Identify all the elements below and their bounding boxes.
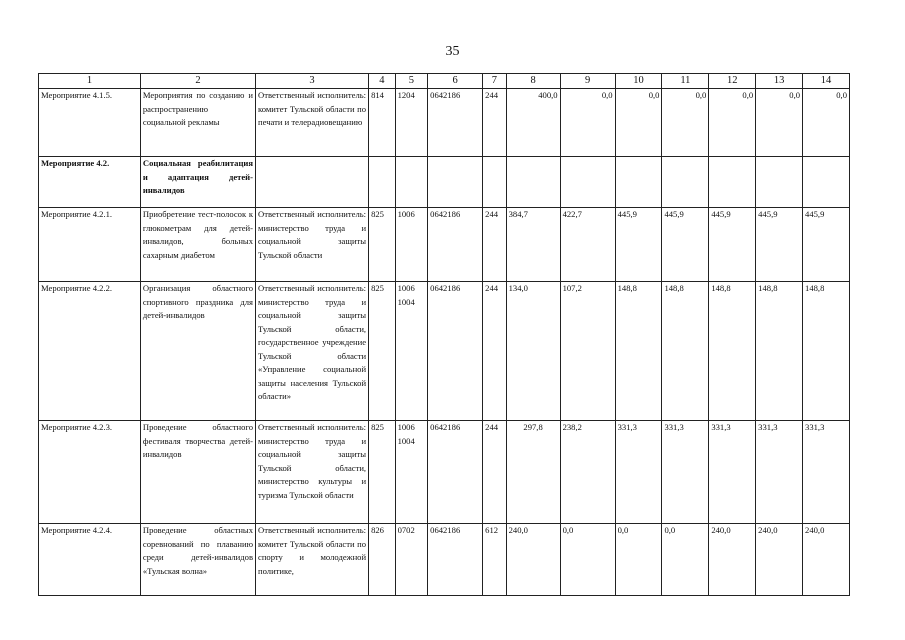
rzpr-code bbox=[395, 157, 428, 208]
header-cell-11: 11 bbox=[662, 74, 709, 89]
value-col-11: 148,8 bbox=[662, 282, 709, 421]
value-col-8: 297,8 bbox=[506, 421, 560, 524]
csr-code: 0642186 bbox=[428, 89, 483, 157]
page-number: 35 bbox=[445, 44, 460, 59]
value-col-9: 107,2 bbox=[560, 282, 615, 421]
vr-code: 612 bbox=[483, 524, 506, 596]
measure-name: Мероприятие 4.2.4. bbox=[39, 524, 141, 596]
value-col-10: 0,0 bbox=[615, 524, 662, 596]
table-row bbox=[39, 524, 850, 596]
value-col-13: 148,8 bbox=[756, 282, 803, 421]
header-cell-5: 5 bbox=[395, 74, 428, 89]
value-col-11: 331,3 bbox=[662, 421, 709, 524]
measure-description: Приобретение тест-полосок к глюкометрам для детей-инвалидов, больных сахарным диабетом bbox=[140, 208, 255, 282]
grbs-code: 825 bbox=[369, 421, 395, 524]
header-cell-2: 2 bbox=[140, 74, 255, 89]
value-col-14: 148,8 bbox=[803, 282, 850, 421]
value-col-13: 445,9 bbox=[756, 208, 803, 282]
value-col-10: 0,0 bbox=[615, 89, 662, 157]
measure-executor bbox=[256, 157, 369, 208]
rzpr-code: 1006 1004 bbox=[395, 282, 428, 421]
vr-code bbox=[483, 157, 506, 208]
csr-code: 0642186 bbox=[428, 421, 483, 524]
value-col-9: 0,0 bbox=[560, 89, 615, 157]
value-col-13: 0,0 bbox=[756, 89, 803, 157]
measure-executor: Ответственный исполнитель: министерство труда и социальной защиты Тульской области bbox=[256, 208, 369, 282]
vr-code: 244 bbox=[483, 208, 506, 282]
table-row bbox=[39, 421, 850, 524]
header-cell-10: 10 bbox=[615, 74, 662, 89]
header-cell-4: 4 bbox=[369, 74, 395, 89]
value-col-14: 0,0 bbox=[803, 89, 850, 157]
value-col-10: 148,8 bbox=[615, 282, 662, 421]
header-cell-8: 8 bbox=[506, 74, 560, 89]
rzpr-code: 1006 1004 bbox=[395, 421, 428, 524]
measure-executor: Ответственный исполнитель: министерство труда и социальной защиты Тульской области, министерство культуры и туризма Тульской области bbox=[256, 421, 369, 524]
program-table bbox=[38, 73, 850, 596]
measure-description: Организация областного спортивного праздника для детей-инвалидов bbox=[140, 282, 255, 421]
value-col-9: 422,7 bbox=[560, 208, 615, 282]
header-cell-7: 7 bbox=[483, 74, 506, 89]
header-cell-13: 13 bbox=[756, 74, 803, 89]
vr-code: 244 bbox=[483, 89, 506, 157]
value-col-12 bbox=[709, 157, 756, 208]
header-cell-1: 1 bbox=[39, 74, 141, 89]
value-col-11: 0,0 bbox=[662, 89, 709, 157]
grbs-code: 814 bbox=[369, 89, 395, 157]
value-col-12: 331,3 bbox=[709, 421, 756, 524]
value-col-11: 445,9 bbox=[662, 208, 709, 282]
value-col-14: 240,0 bbox=[803, 524, 850, 596]
measure-description: Проведение областного фестиваля творчества детей-инвалидов bbox=[140, 421, 255, 524]
value-col-14 bbox=[803, 157, 850, 208]
csr-code: 0642186 bbox=[428, 282, 483, 421]
value-col-12: 240,0 bbox=[709, 524, 756, 596]
value-col-13 bbox=[756, 157, 803, 208]
measure-name: Мероприятие 4.2.1. bbox=[39, 208, 141, 282]
value-col-12: 445,9 bbox=[709, 208, 756, 282]
rzpr-code: 0702 bbox=[395, 524, 428, 596]
table-row bbox=[39, 282, 850, 421]
vr-code: 244 bbox=[483, 421, 506, 524]
grbs-code: 826 bbox=[369, 524, 395, 596]
header-cell-6: 6 bbox=[428, 74, 483, 89]
value-col-12: 0,0 bbox=[709, 89, 756, 157]
measure-executor: Ответственный исполнитель: комитет Тульской области по спорту и молодежной политике, bbox=[256, 524, 369, 596]
measure-description: Проведение областных соревнований по плаванию среди детей-инвалидов «Тульская волна» bbox=[140, 524, 255, 596]
value-col-9: 238,2 bbox=[560, 421, 615, 524]
csr-code: 0642186 bbox=[428, 208, 483, 282]
value-col-8: 134,0 bbox=[506, 282, 560, 421]
table-row bbox=[39, 208, 850, 282]
grbs-code: 825 bbox=[369, 282, 395, 421]
measure-description: Мероприятия по созданию и распространению социальной рекламы bbox=[140, 89, 255, 157]
value-col-8: 240,0 bbox=[506, 524, 560, 596]
value-col-13: 240,0 bbox=[756, 524, 803, 596]
value-col-13: 331,3 bbox=[756, 421, 803, 524]
value-col-11 bbox=[662, 157, 709, 208]
value-col-14: 445,9 bbox=[803, 208, 850, 282]
measure-name: Мероприятие 4.2.2. bbox=[39, 282, 141, 421]
grbs-code bbox=[369, 157, 395, 208]
csr-code bbox=[428, 157, 483, 208]
value-col-12: 148,8 bbox=[709, 282, 756, 421]
value-col-10: 445,9 bbox=[615, 208, 662, 282]
header-cell-14: 14 bbox=[803, 74, 850, 89]
measure-description: Социальная реабилитация и адаптация детей-инвалидов bbox=[140, 157, 255, 208]
value-col-9: 0,0 bbox=[560, 524, 615, 596]
value-col-9 bbox=[560, 157, 615, 208]
value-col-8: 400,0 bbox=[506, 89, 560, 157]
value-col-8: 384,7 bbox=[506, 208, 560, 282]
header-cell-12: 12 bbox=[709, 74, 756, 89]
value-col-8 bbox=[506, 157, 560, 208]
measure-name: Мероприятие 4.2.3. bbox=[39, 421, 141, 524]
value-col-10 bbox=[615, 157, 662, 208]
header-cell-9: 9 bbox=[560, 74, 615, 89]
header-cell-3: 3 bbox=[256, 74, 369, 89]
table-row bbox=[39, 89, 850, 157]
vr-code: 244 bbox=[483, 282, 506, 421]
table-row bbox=[39, 157, 850, 208]
measure-name: Мероприятие 4.2. bbox=[39, 157, 141, 208]
header-row bbox=[39, 74, 850, 89]
measure-executor: Ответственный исполнитель: министерство труда и социальной защиты Тульской области, государственное учреждение Тульской области «Управление социальной защиты населения Тульской области» bbox=[256, 282, 369, 421]
csr-code: 0642186 bbox=[428, 524, 483, 596]
rzpr-code: 1204 bbox=[395, 89, 428, 157]
measure-name: Мероприятие 4.1.5. bbox=[39, 89, 141, 157]
value-col-10: 331,3 bbox=[615, 421, 662, 524]
grbs-code: 825 bbox=[369, 208, 395, 282]
rzpr-code: 1006 bbox=[395, 208, 428, 282]
value-col-11: 0,0 bbox=[662, 524, 709, 596]
value-col-14: 331,3 bbox=[803, 421, 850, 524]
measure-executor: Ответственный исполнитель: комитет Тульской области по печати и телерадиовещанию bbox=[256, 89, 369, 157]
